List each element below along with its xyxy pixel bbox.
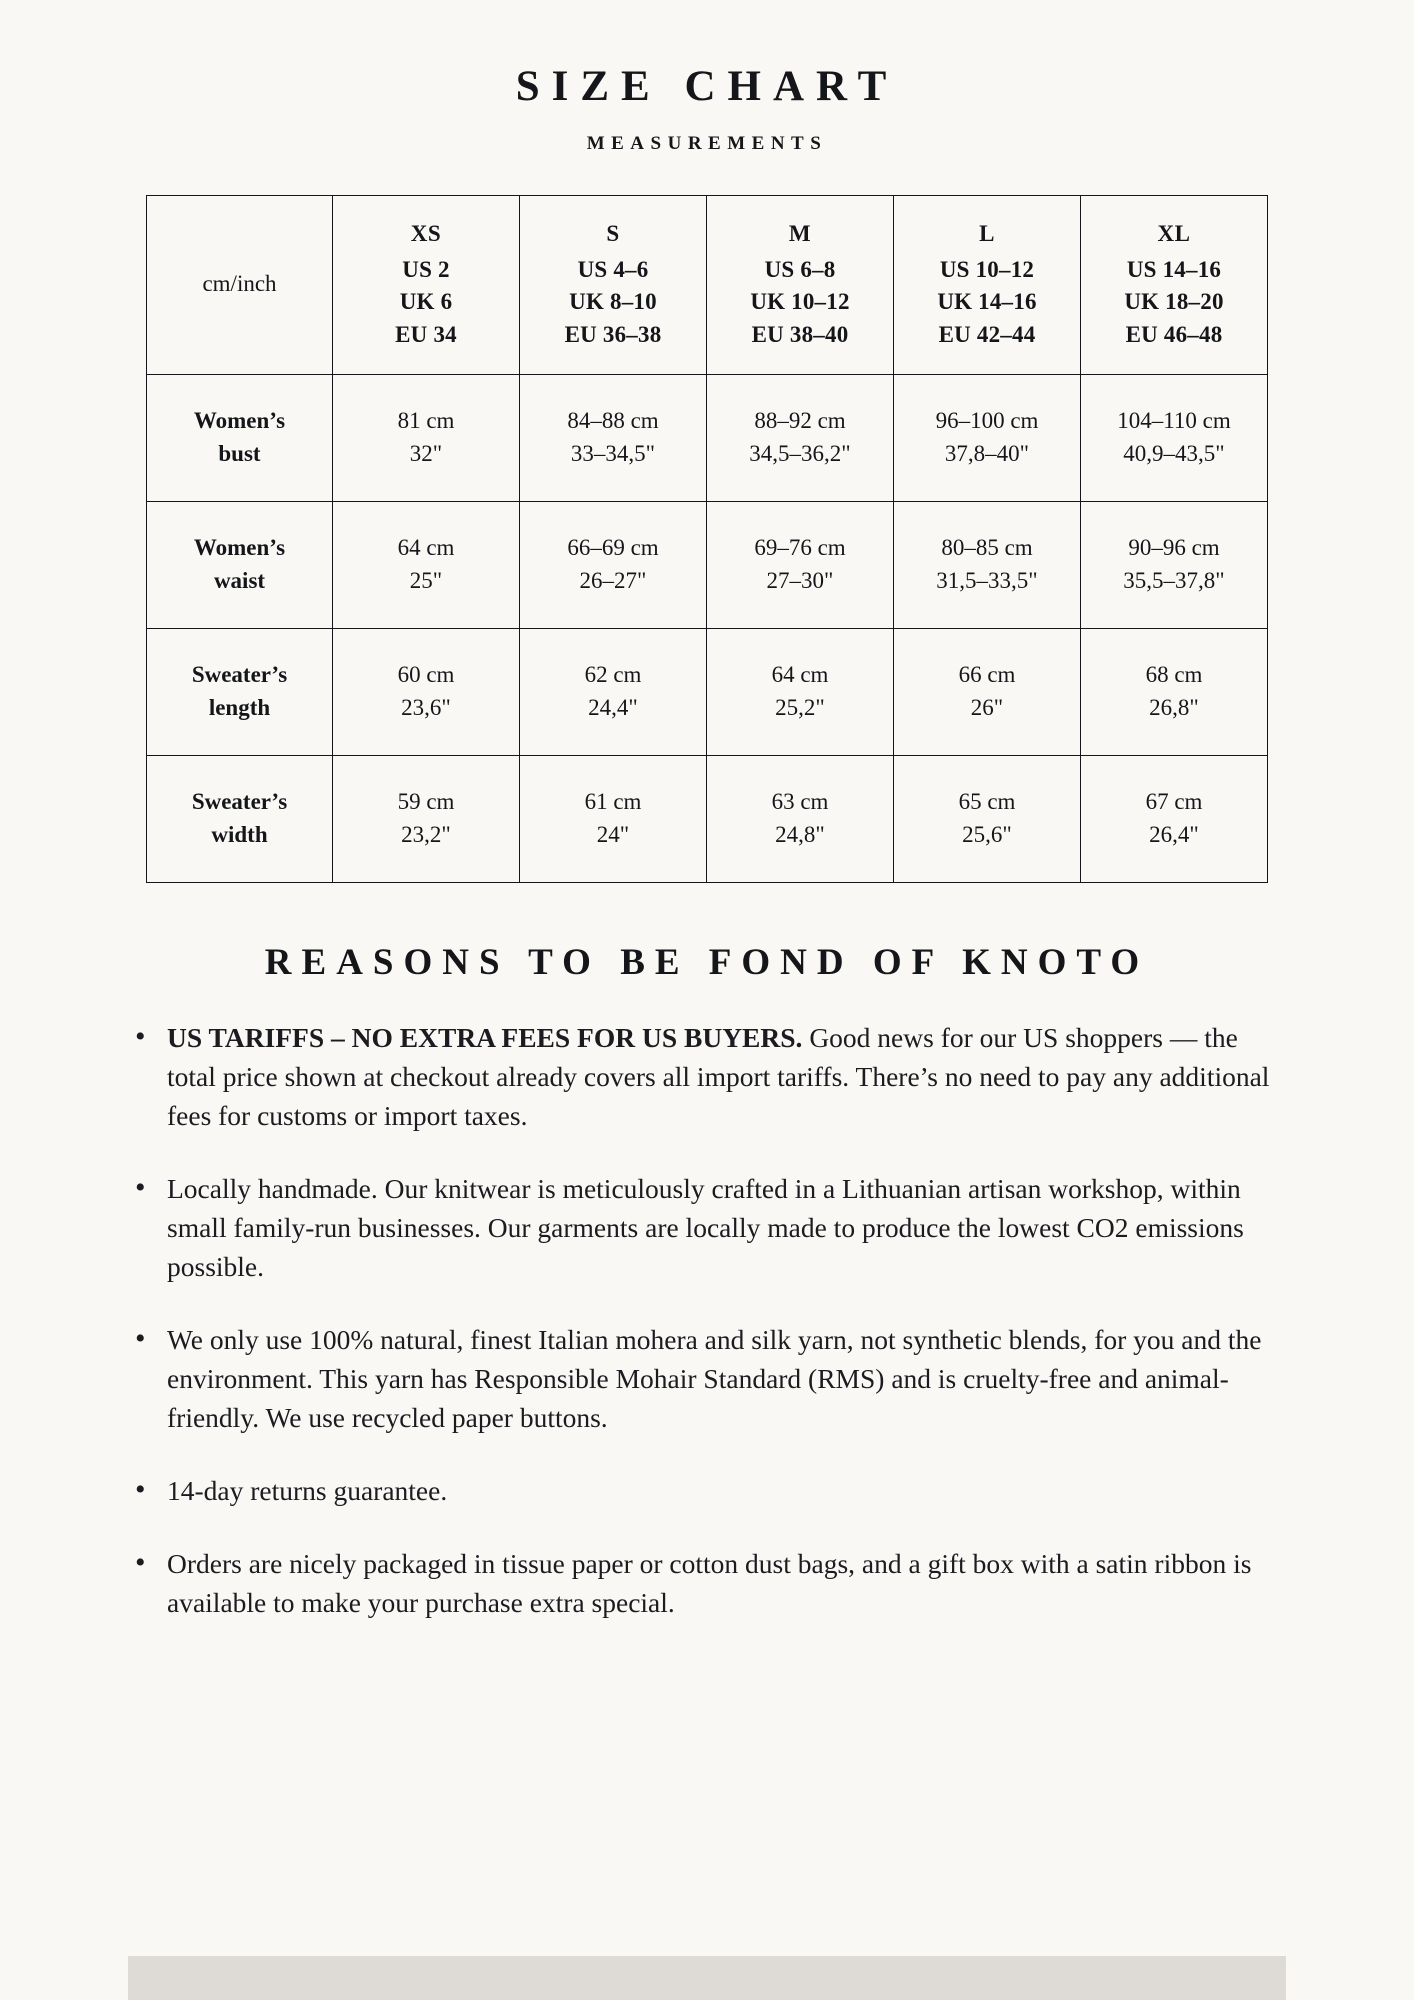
column-us-label: US 6–8 [764, 256, 836, 282]
cell-inch: 26–27" [579, 567, 647, 593]
cell-cm: 90–96 cm [1128, 534, 1220, 560]
cell-inch: 26,4" [1149, 821, 1199, 847]
cell-inch: 27–30" [766, 567, 834, 593]
cell-length-l [894, 628, 1081, 755]
column-uk-label: UK 10–12 [750, 289, 850, 315]
cell-inch: 23,2" [401, 821, 451, 847]
column-size-label: XS [410, 221, 442, 246]
cell-inch: 24,4" [588, 694, 638, 720]
column-eu-label: EU 36–38 [564, 321, 662, 347]
row-label-line2: width [211, 821, 268, 847]
table-header-row [147, 196, 1268, 375]
size-chart-table-wrapper [146, 195, 1268, 883]
table-row [147, 755, 1268, 882]
table-row [147, 501, 1268, 628]
cell-cm: 64 cm [397, 534, 455, 560]
row-label-line1: Women’s [193, 534, 286, 560]
column-eu-label: EU 46–48 [1125, 321, 1223, 347]
cell-inch: 24" [596, 821, 630, 847]
cell-inch: 37,8–40" [944, 440, 1030, 466]
reason-text: Orders are nicely packaged in tissue paper or cotton dust bags, and a gift box with a satin ribbon is available to make your purchase extra special. [167, 1548, 1252, 1619]
list-item [127, 1169, 1287, 1286]
column-eu-label: EU 38–40 [751, 321, 849, 347]
reason-text: 14-day returns guarantee. [167, 1475, 448, 1507]
cell-inch: 35,5–37,8" [1123, 567, 1225, 593]
cell-inch: 32" [409, 440, 443, 466]
column-uk-label: UK 8–10 [569, 289, 657, 315]
list-item [127, 1544, 1287, 1622]
reason-text: Good news for our US shoppers — the total price shown at checkout already covers all import tariffs. There’s no need to pay any additional fees for customs or import taxes. [167, 1021, 1270, 1131]
cell-cm: 59 cm [397, 788, 455, 814]
cell-inch: 33–34,5" [570, 440, 656, 466]
cell-inch: 25" [409, 567, 443, 593]
table-column-header-m [707, 196, 894, 375]
cell-cm: 81 cm [397, 407, 455, 433]
cell-cm: 84–88 cm [567, 407, 659, 433]
cell-inch: 25,6" [962, 821, 1012, 847]
cell-bust-m [707, 374, 894, 501]
cell-length-xs [333, 628, 520, 755]
reasons-list [127, 1018, 1287, 1623]
cell-width-m [707, 755, 894, 882]
cell-length-xl [1081, 628, 1268, 755]
cell-bust-l [894, 374, 1081, 501]
table-corner-label: cm/inch [147, 196, 333, 375]
column-uk-label: UK 6 [399, 289, 453, 315]
footer-band [128, 1956, 1286, 2000]
cell-length-s [520, 628, 707, 755]
cell-waist-m [707, 501, 894, 628]
cell-inch: 24,8" [775, 821, 825, 847]
column-us-label: US 4–6 [577, 256, 649, 282]
cell-cm: 66–69 cm [567, 534, 659, 560]
column-uk-label: UK 14–16 [937, 289, 1037, 315]
cell-cm: 80–85 cm [941, 534, 1033, 560]
column-size-label: M [788, 221, 812, 246]
column-uk-label: UK 18–20 [1124, 289, 1224, 315]
column-size-label: L [979, 221, 995, 246]
column-us-label: US 2 [402, 256, 450, 282]
reasons-heading: REASONS TO BE FOND OF KNOTO [264, 941, 1150, 983]
cell-inch: 40,9–43,5" [1123, 440, 1225, 466]
column-size-label: XL [1157, 221, 1191, 246]
column-us-label: US 14–16 [1126, 256, 1222, 282]
cell-cm: 62 cm [584, 661, 642, 687]
cell-inch: 23,6" [401, 694, 451, 720]
cell-bust-xl [1081, 374, 1268, 501]
table-column-header-xl [1081, 196, 1268, 375]
cell-cm: 67 cm [1145, 788, 1203, 814]
cell-cm: 63 cm [771, 788, 829, 814]
row-label-width [147, 755, 333, 882]
table-column-header-l [894, 196, 1081, 375]
table-row [147, 628, 1268, 755]
row-label-line1: Sweater’s [191, 661, 288, 687]
column-eu-label: EU 42–44 [938, 321, 1036, 347]
size-chart-table [146, 195, 1268, 883]
cell-cm: 65 cm [958, 788, 1016, 814]
row-label-line1: Women’s [193, 407, 286, 433]
cell-inch: 26" [970, 694, 1004, 720]
cell-inch: 26,8" [1149, 694, 1199, 720]
reason-text: We only use 100% natural, finest Italian mohera and silk yarn, not synthetic blends, for you and the environment. This yarn has Responsible Mohair Standard (RMS) and is cruelty-free and animal-friendly. We use recycled paper buttons. [167, 1323, 1262, 1433]
row-label-line2: length [208, 694, 271, 720]
cell-waist-s [520, 501, 707, 628]
cell-cm: 69–76 cm [754, 534, 846, 560]
cell-width-l [894, 755, 1081, 882]
cell-length-m [707, 628, 894, 755]
column-eu-label: EU 34 [395, 321, 457, 347]
table-column-header-xs [333, 196, 520, 375]
list-item [127, 1471, 1287, 1510]
cell-width-xl [1081, 755, 1268, 882]
cell-inch: 25,2" [775, 694, 825, 720]
table-column-header-s [520, 196, 707, 375]
reason-text: Locally handmade. Our knitwear is meticulously crafted in a Lithuanian artisan workshop, within small family-run businesses. Our garments are locally made to produce the lowest CO2 emissions possible. [167, 1172, 1244, 1282]
reason-strong-text: US TARIFFS – NO EXTRA FEES FOR US BUYERS. [167, 1021, 803, 1053]
page-subtitle: MEASUREMENTS [586, 133, 828, 154]
cell-waist-l [894, 501, 1081, 628]
row-label-bust [147, 374, 333, 501]
cell-width-xs [333, 755, 520, 882]
cell-cm: 61 cm [584, 788, 642, 814]
cell-cm: 96–100 cm [935, 407, 1039, 433]
cell-cm: 64 cm [771, 661, 829, 687]
row-label-line2: bust [218, 440, 261, 466]
cell-cm: 66 cm [958, 661, 1016, 687]
row-label-waist [147, 501, 333, 628]
cell-cm: 68 cm [1145, 661, 1203, 687]
page-title: SIZE CHART [515, 63, 899, 110]
column-size-label: S [606, 221, 620, 246]
cell-cm: 104–110 cm [1117, 407, 1231, 433]
cell-inch: 34,5–36,2" [749, 440, 851, 466]
row-label-line2: waist [213, 567, 266, 593]
cell-waist-xl [1081, 501, 1268, 628]
cell-bust-s [520, 374, 707, 501]
cell-cm: 88–92 cm [754, 407, 846, 433]
cell-width-s [520, 755, 707, 882]
column-us-label: US 10–12 [939, 256, 1035, 282]
row-label-length [147, 628, 333, 755]
cell-cm: 60 cm [397, 661, 455, 687]
list-item [127, 1018, 1287, 1135]
cell-waist-xs [333, 501, 520, 628]
table-row [147, 374, 1268, 501]
cell-inch: 31,5–33,5" [936, 567, 1038, 593]
cell-bust-xs [333, 374, 520, 501]
row-label-line1: Sweater’s [191, 788, 288, 814]
list-item [127, 1320, 1287, 1437]
